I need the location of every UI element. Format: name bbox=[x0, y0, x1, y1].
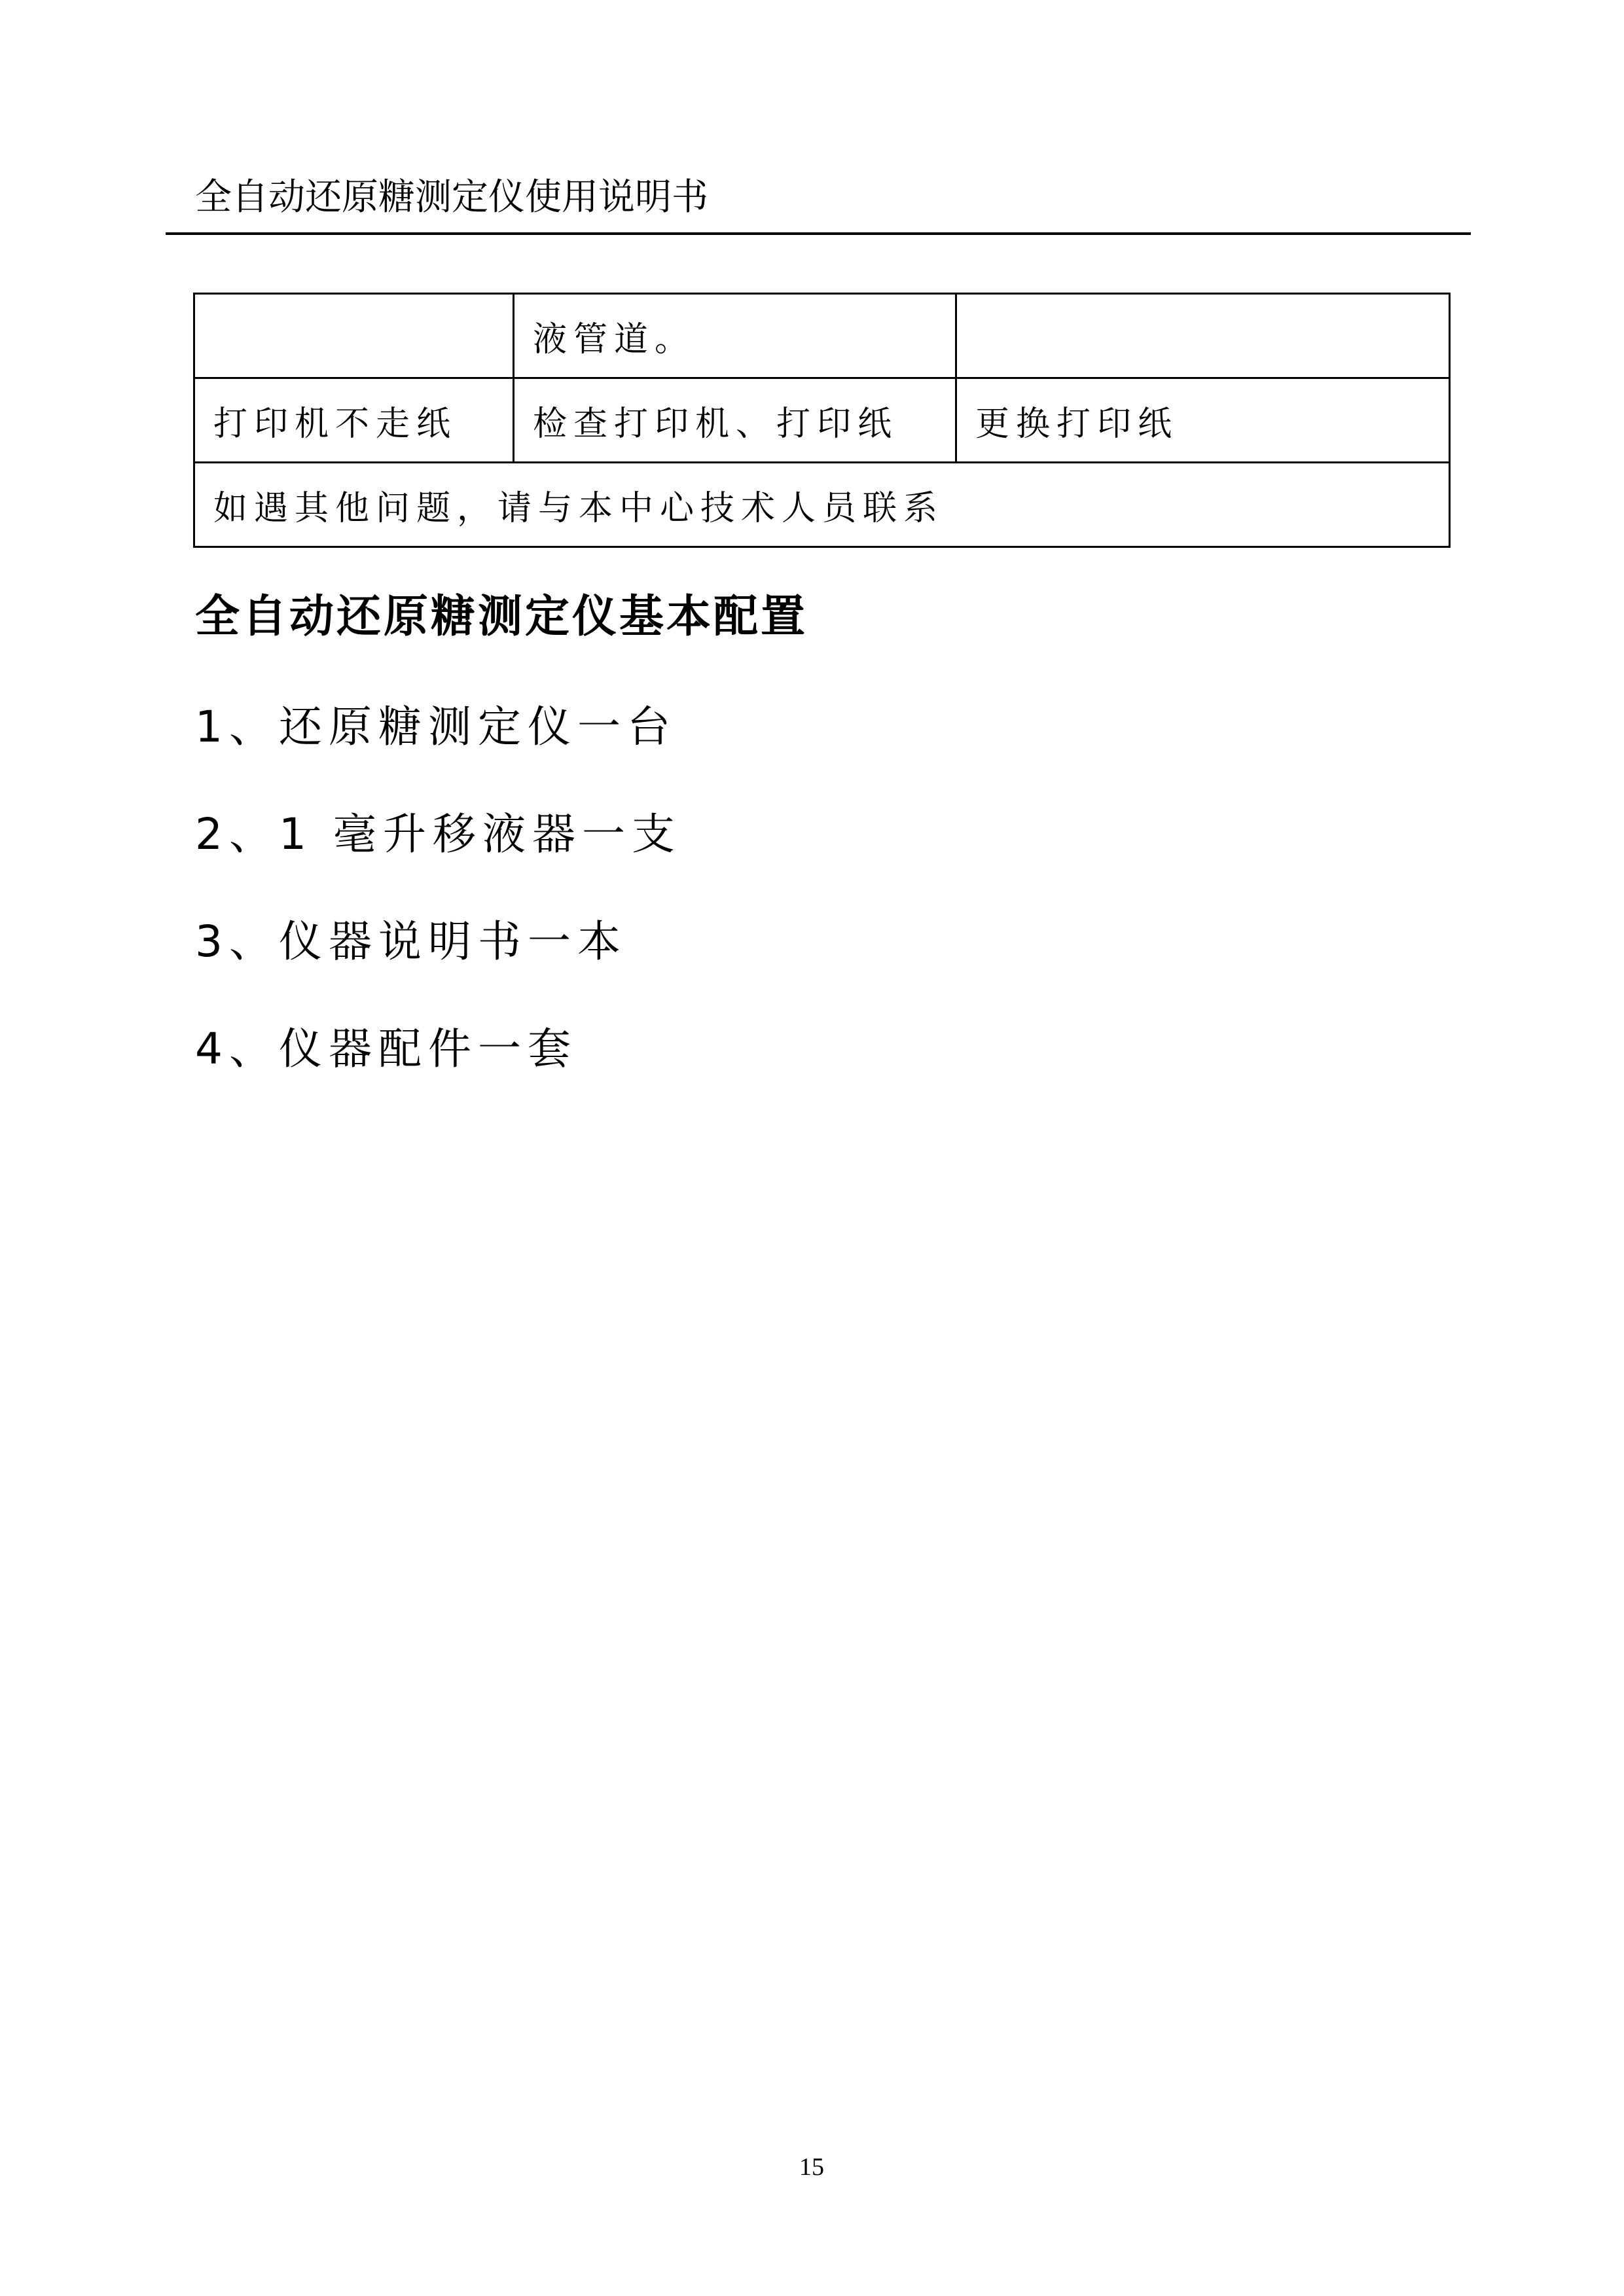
table-cell-solution: 更换打印纸 bbox=[956, 378, 1450, 463]
page-number: 15 bbox=[799, 2153, 824, 2181]
config-list-item: 1、还原糖测定仪一台 bbox=[195, 702, 677, 752]
table-cell-problem: 打印机不走纸 bbox=[194, 378, 514, 463]
config-list-item: 2、1 毫升移液器一支 bbox=[195, 809, 681, 859]
table-cell-problem bbox=[194, 294, 514, 378]
config-list-item: 4、仪器配件一套 bbox=[195, 1024, 577, 1074]
table-cell-solution bbox=[956, 294, 1450, 378]
table-row bbox=[194, 294, 1450, 378]
config-list-item: 3、仪器说明书一本 bbox=[195, 916, 627, 967]
table-cell-cause: 检查打印机、打印纸 bbox=[514, 378, 956, 463]
section-heading: 全自动还原糖测定仪基本配置 bbox=[195, 591, 808, 643]
page-header-title: 全自动还原糖测定仪使用说明书 bbox=[195, 176, 708, 219]
table-row bbox=[194, 463, 1450, 547]
table-cell-cause: 液管道。 bbox=[514, 294, 956, 378]
header-divider bbox=[166, 232, 1471, 235]
troubleshooting-table bbox=[193, 293, 1451, 548]
table-note-cell: 如遇其他问题，请与本中心技术人员联系 bbox=[194, 463, 1450, 547]
table-row bbox=[194, 378, 1450, 463]
